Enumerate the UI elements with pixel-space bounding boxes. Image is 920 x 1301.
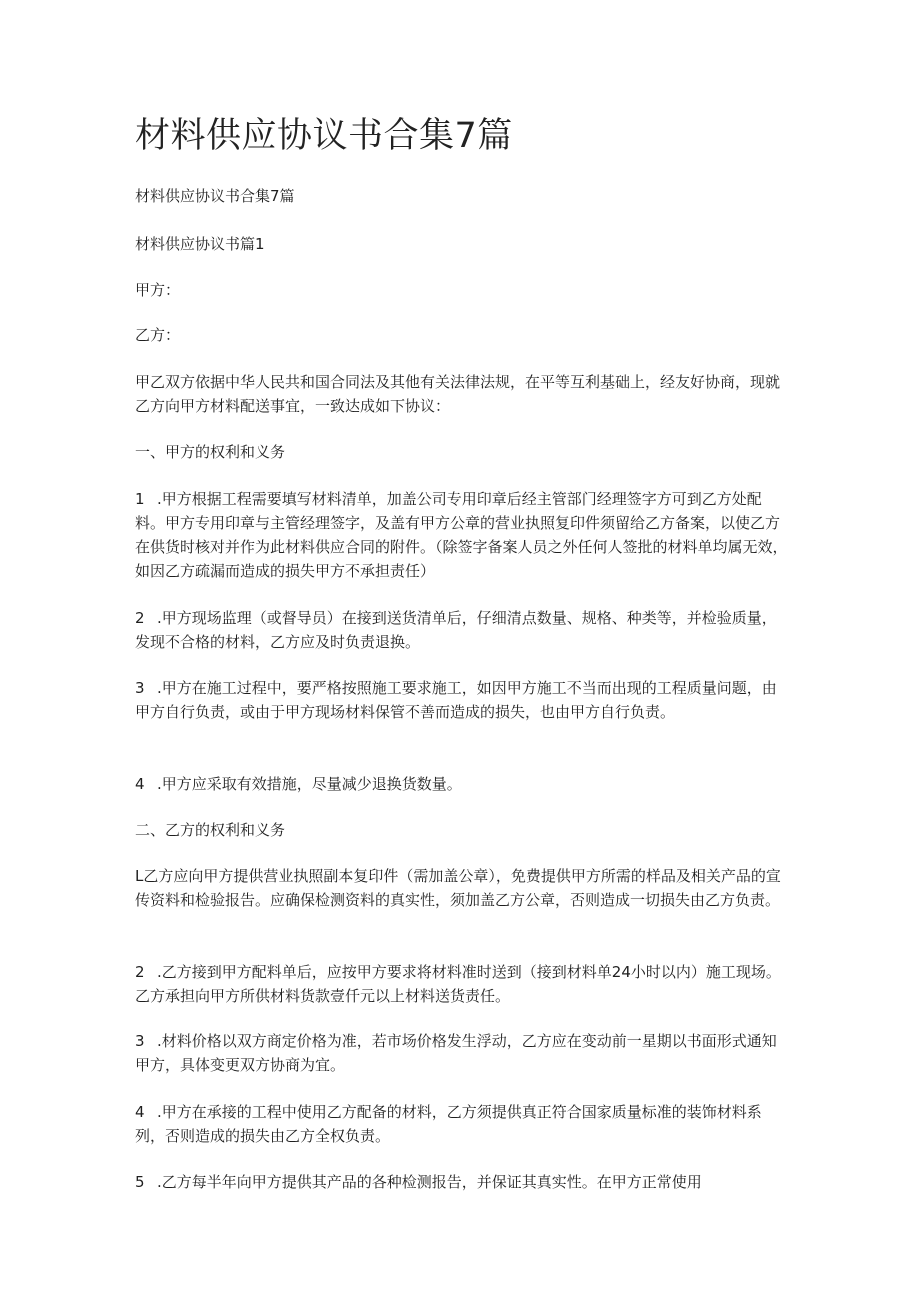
item-number: 5	[135, 1173, 145, 1191]
item-number: 3	[135, 1032, 145, 1050]
part2-heading: 二、乙方的权利和义务	[135, 821, 286, 839]
list-item	[135, 1100, 790, 1148]
item-text: .甲方现场监理（或督导员）在接到送货清单后，仔细清点数量、规格、种类等，并检验质量，发现不合格的材料，乙方应及时负责退换。	[135, 609, 777, 651]
item-text: .甲方根据工程需要填写材料清单，加盖公司专用印章后经主管部门经理签字方可到乙方处配料。甲方专用印章与主管经理签字，及盖有甲方公章的营业执照复印件须留给乙方备案，以使乙方在供货时核对并作为此材料供应合同的附件。（除签字备案人员之外任何人签批的材料单均属无效，如因乙方疏漏而造成的损失甲方不承担责任）	[135, 490, 788, 580]
list-item	[135, 864, 790, 912]
party-b-label: 乙方：	[135, 326, 181, 344]
item-number: 3	[135, 679, 145, 697]
item-text: .材料价格以双方商定价格为准，若市场价格发生浮动，乙方应在变动前一星期以书面形式通知甲方，具体变更双方协商为宜。	[135, 1032, 777, 1074]
item-number: 4	[135, 775, 145, 793]
list-item	[135, 960, 790, 1008]
item-number: 1	[135, 490, 145, 508]
list-item	[135, 1170, 790, 1194]
item-text: L乙方应向甲方提供营业执照副本复印件（需加盖公章），免费提供甲方所需的样品及相关产品的宣传资料和检验报告。应确保检测资料的真实性，须加盖乙方公章，否则造成一切损失由乙方负责。	[135, 867, 781, 909]
item-text: .甲方在施工过程中，要严格按照施工要求施工，如因甲方施工不当而出现的工程质量问题，由甲方自行负责，或由于甲方现场材料保管不善而造成的损失，也由甲方自行负责。	[135, 679, 777, 721]
list-item	[135, 772, 790, 796]
section-heading: 材料供应协议书篇1	[135, 235, 265, 253]
list-item	[135, 676, 790, 724]
list-item	[135, 606, 790, 654]
item-number: 4	[135, 1103, 145, 1121]
item-text: .乙方接到甲方配料单后，应按甲方要求将材料准时送到（接到材料单24小时以内）施工现场。乙方承担向甲方所供材料货款壹仟元以上材料送货责任。	[135, 963, 781, 1005]
document-title: 材料供应协议书合集7篇	[135, 116, 513, 156]
item-number: 2	[135, 963, 145, 981]
item-text: .甲方应采取有效措施，尽量减少退换货数量。	[157, 775, 462, 793]
intro-paragraph: 甲乙双方依据中华人民共和国合同法及其他有关法律法规，在平等互利基础上，经友好协商，现就乙方向甲方材料配送事宜，一致达成如下协议：	[135, 373, 781, 415]
party-a-label: 甲方：	[135, 281, 181, 299]
item-text: .甲方在承接的工程中使用乙方配备的材料，乙方须提供真正符合国家质量标准的装饰材料系列，否则造成的损失由乙方全权负责。	[135, 1103, 762, 1145]
item-number: 2	[135, 609, 145, 627]
item-text: .乙方每半年向甲方提供其产品的各种检测报告，并保证其真实性。在甲方正常使用	[157, 1173, 702, 1191]
list-item	[135, 487, 790, 583]
document-subtitle: 材料供应协议书合集7篇	[135, 187, 295, 205]
part1-heading: 一、甲方的权利和义务	[135, 443, 286, 461]
list-item	[135, 1029, 790, 1077]
